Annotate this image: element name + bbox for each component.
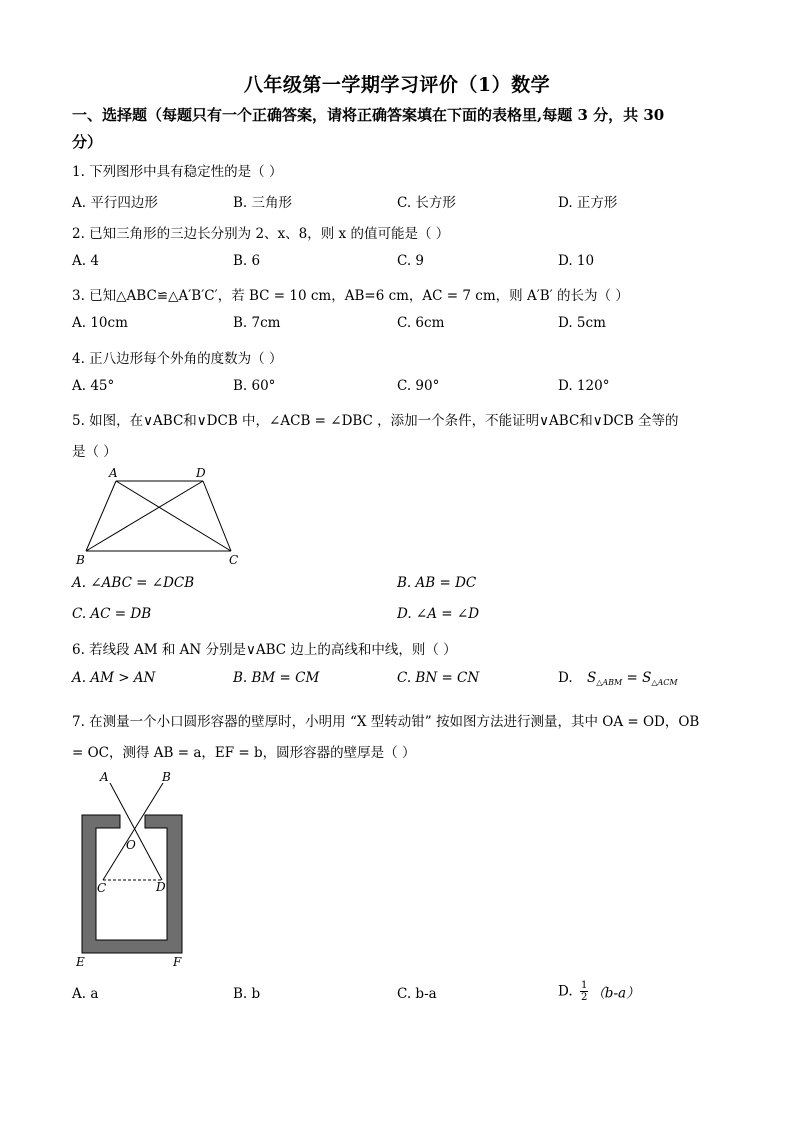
q6-option-a[interactable]: A. AM > AN: [72, 670, 156, 686]
label-a: A: [109, 466, 118, 480]
label-b: B: [162, 770, 171, 784]
question-6-stem: 6. 若线段 AM 和 AN 分别是∨ABC 边上的高线和中线，则（ ）: [72, 642, 457, 658]
question-3-stem: 3. 已知△ABC≌△A′B′C′，若 BC = 10 cm，AB=6 cm，AC = 7 cm，则 A′B′ 的长为（ ）: [72, 288, 629, 304]
q3-option-d[interactable]: D. 5cm: [558, 315, 606, 331]
question-5-stem: 5. 如图，在∨ABC和∨DCB 中，∠ACB = ∠DBC ，添加一个条件，不能证明∨ABC和∨DCB 全等的: [72, 413, 679, 429]
label-e: E: [76, 955, 85, 969]
section-heading-cont: 分）: [72, 133, 103, 151]
question-2-stem: 2. 已知三角形的三边长分别为 2、x、8，则 x 的值可能是（ ）: [72, 226, 450, 242]
q6-math-eq: =: [622, 670, 643, 686]
q6-math-s1: S: [586, 670, 597, 686]
question-7-stem-cont: = OC，测得 AB = a，EF = b，圆形容器的壁厚是（ ）: [72, 745, 416, 761]
q7-option-c[interactable]: C. b-a: [397, 986, 437, 1002]
q1-option-a[interactable]: A. 平行四边形: [72, 195, 158, 211]
label-d: D: [156, 880, 166, 894]
question-5-stem-cont: 是（ ）: [72, 444, 117, 460]
q2-option-b[interactable]: B. 6: [233, 253, 261, 269]
section-heading: 一、选择题（每题只有一个正确答案，请将正确答案填在下面的表格里,每题 3 分，共 30: [72, 106, 665, 124]
q6-option-c[interactable]: C. BN = CN: [397, 670, 480, 686]
q6-option-d-letter: D.: [558, 670, 573, 686]
q4-option-d[interactable]: D. 120°: [558, 378, 610, 394]
segment-ab: [86, 481, 116, 551]
figure-x-caliper: [72, 765, 202, 975]
q6-math-sub1: △ABM: [596, 678, 623, 687]
q3-option-a[interactable]: A. 10cm: [72, 315, 128, 331]
q2-option-c[interactable]: C. 9: [397, 253, 425, 269]
q1-option-d[interactable]: D. 正方形: [558, 195, 618, 211]
label-f: F: [173, 955, 182, 969]
q4-option-b[interactable]: B. 60°: [233, 378, 276, 394]
q4-option-a[interactable]: A. 45°: [72, 378, 115, 394]
q6-math-s2: S: [642, 670, 652, 686]
question-4-stem: 4. 正八边形每个外角的度数为（ ）: [72, 351, 283, 367]
q3-option-c[interactable]: C. 6cm: [397, 315, 445, 331]
q5-option-b[interactable]: B. AB = DC: [397, 575, 477, 591]
label-a: A: [100, 770, 109, 784]
segment-ac: [116, 481, 231, 551]
q7-option-d-letter: D.: [558, 983, 573, 1000]
question-1-stem: 1. 下列图形中具有稳定性的是（ ）: [72, 164, 283, 180]
q7-fraction: [580, 980, 588, 1003]
figure-quadrilateral: [72, 462, 252, 572]
q7-option-b[interactable]: B. b: [233, 986, 261, 1002]
q3-option-b[interactable]: B. 7cm: [233, 315, 281, 331]
label-d: D: [196, 466, 206, 480]
label-b: B: [76, 553, 85, 567]
segment-dc: [203, 481, 231, 551]
q5-option-d[interactable]: D. ∠A = ∠D: [397, 606, 480, 622]
page-title: 八年级第一学期学习评价（1）数学: [243, 74, 551, 96]
label-c: C: [97, 881, 107, 895]
q7-fraction-den: 2: [580, 992, 588, 1003]
q7-option-d[interactable]: [558, 980, 640, 1003]
q2-option-a[interactable]: A. 4: [72, 253, 99, 269]
label-c: C: [229, 553, 239, 567]
q6-math-sub2: △ACM: [651, 678, 678, 687]
question-7-stem: 7. 在测量一个小口圆形容器的壁厚时，小明用 “X 型转动钳” 按如图方法进行测量，其中 OA = OD，OB: [72, 714, 700, 730]
label-o: O: [126, 838, 136, 852]
q4-option-c[interactable]: C. 90°: [397, 378, 440, 394]
q6-option-b[interactable]: B. BM = CM: [233, 670, 320, 686]
segment-db: [86, 481, 203, 551]
q5-option-a[interactable]: A. ∠ABC = ∠DCB: [72, 575, 195, 591]
q7-option-a[interactable]: A. a: [72, 986, 99, 1002]
q1-option-b[interactable]: B. 三角形: [233, 195, 293, 211]
q7-math-rest: （b-a）: [591, 985, 640, 1002]
q6-option-d[interactable]: [558, 670, 678, 687]
q2-option-d[interactable]: D. 10: [558, 253, 595, 269]
q1-option-c[interactable]: C. 长方形: [397, 195, 456, 211]
q7-fraction-num: 1: [580, 980, 588, 991]
q5-option-c[interactable]: C. AC = DB: [72, 606, 152, 622]
